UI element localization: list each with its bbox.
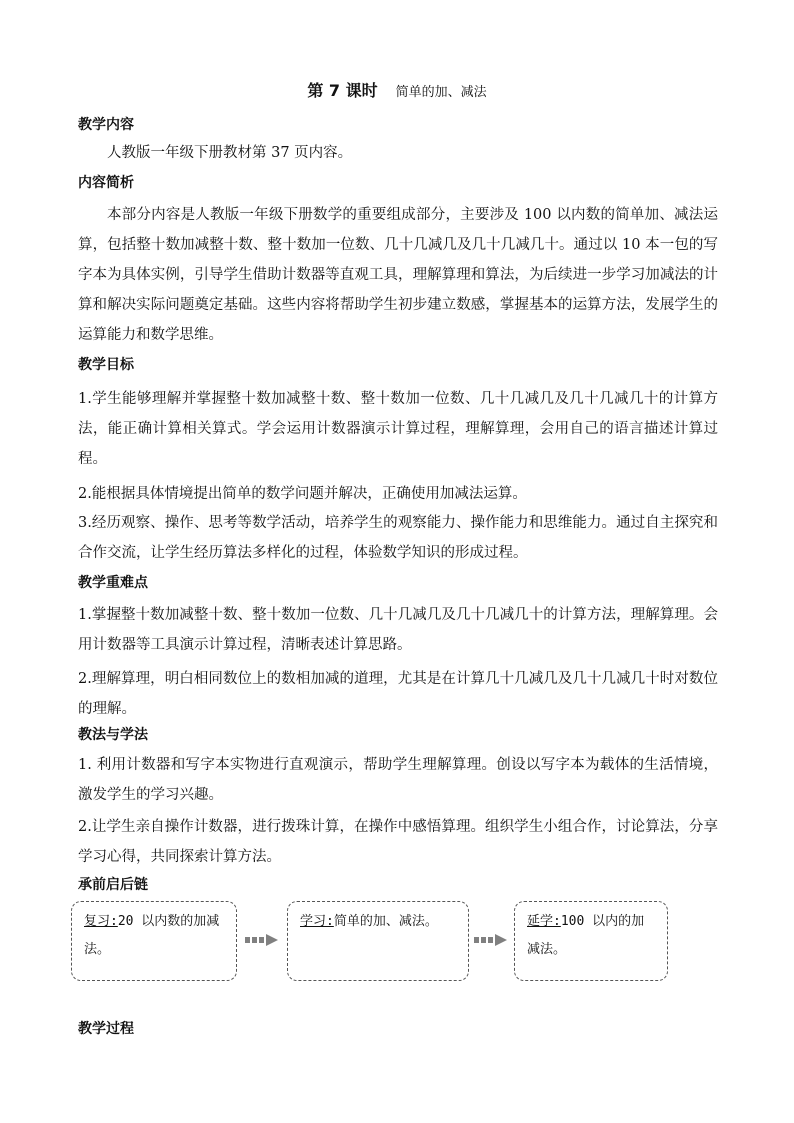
chain-box-tag: 复习:: [84, 914, 118, 929]
chain-box-tag: 延学:: [527, 914, 561, 929]
lesson-title: [0, 78, 794, 101]
keypoint-item: 2.理解算理，明白相同数位上的数相加减的道理，尤其是在计算几十几减几及几十几减几十时对数位的理解。: [78, 671, 718, 717]
arrow-right-icon: [245, 933, 279, 947]
heading-methods: 教法与学法: [78, 727, 148, 743]
heading-key-points: 教学重难点: [78, 575, 148, 591]
chain-box-text: 20 以内数的加减法。: [84, 914, 220, 957]
heading-content-analysis: 内容简析: [78, 175, 134, 191]
chain-box-text: 100 以内的加减法。: [527, 914, 645, 957]
chain-box-review: [71, 901, 237, 981]
heading-knowledge-chain: 承前启后链: [78, 877, 148, 893]
content-analysis-text: 本部分内容是人教版一年级下册数学的重要组成部分，主要涉及 100 以内数的简单加、减法运算，包括整十数加减整十数、整十数加一位数、几十几减几及几十几减几十。通过以 10 本一包的写字本为具体实例，引导学生借助计数器等直观工具，理解算理和算法，为后续进一步学习加减法的计算和解决实际问题奠定基础。这些内容将帮助学生初步建立数感，掌握基本的运算方法，发展学生的运算能力和数学思维。: [78, 207, 718, 343]
goal-item: 2.能根据具体情境提出简单的数学问题并解决，正确使用加减法运算。: [78, 486, 527, 502]
arrow-right-icon: [474, 933, 508, 947]
method-item: 1. 利用计数器和写字本实物进行直观演示，帮助学生理解算理。创设以写字本为载体的生活情境，激发学生的学习兴趣。: [78, 757, 718, 803]
goal-item: 3.经历观察、操作、思考等数学活动，培养学生的观察能力、操作能力和思维能力。通过自主探究和合作交流，让学生经历算法多样化的过程，体验数学知识的形成过程。: [78, 515, 718, 561]
chain-box-learn: [287, 901, 469, 981]
chain-box-text: 简单的加、减法。: [333, 914, 438, 929]
lesson-number: 第 7 课时: [307, 81, 378, 100]
goal-item: 1.学生能够理解并掌握整十数加减整十数、整十数加一位数、几十几减几及几十几减几十的计算方法，能正确计算相关算式。学会运用计数器演示计算过程，理解算理，会用自己的语言描述计算过程。: [78, 391, 718, 467]
lesson-topic: 简单的加、减法: [395, 85, 487, 100]
chain-box-extend: [514, 901, 668, 981]
method-item: 2.让学生亲自操作计数器，进行拨珠计算，在操作中感悟算理。组织学生小组合作，讨论算法，分享学习心得，共同探索计算方法。: [78, 819, 718, 865]
heading-teaching-content: 教学内容: [78, 117, 134, 133]
heading-teaching-process: 教学过程: [78, 1021, 134, 1037]
teaching-content-text: 人教版一年级下册教材第 37 页内容。: [107, 145, 353, 161]
keypoint-item: 1.掌握整十数加减整十数、整十数加一位数、几十几减几及几十几减几十的计算方法，理解算理。会用计数器等工具演示计算过程，清晰表述计算思路。: [78, 607, 718, 653]
heading-teaching-goals: 教学目标: [78, 357, 134, 373]
chain-box-tag: 学习:: [300, 914, 334, 929]
